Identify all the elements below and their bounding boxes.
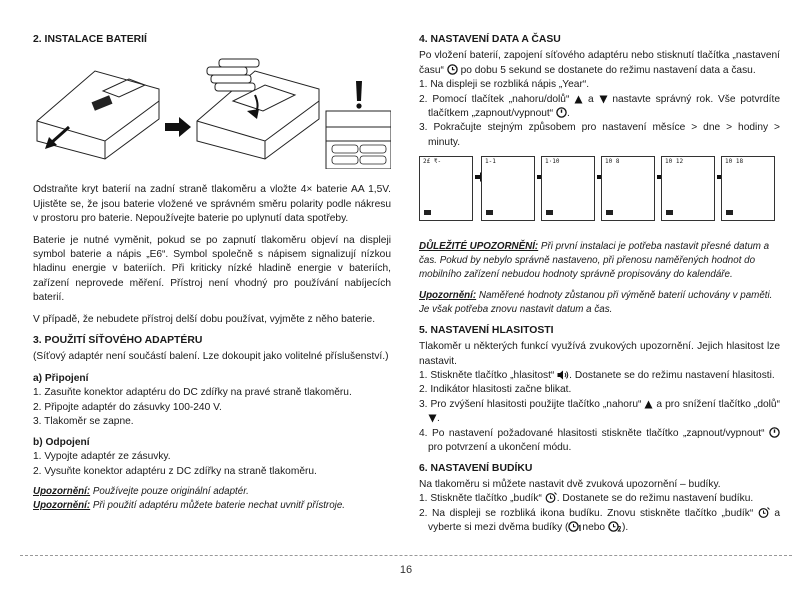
list-item: 3. Tlakoměr se zapne. xyxy=(33,416,134,428)
section-4-title: 4. NASTAVENÍ DATA A ČASU xyxy=(419,34,561,45)
page-number: 16 xyxy=(399,564,413,576)
section-2-paragraph-3: V případě, že nebudete přístroj delší dobu používat, vyjměte z něho baterie. xyxy=(33,313,376,325)
list-item: 2. Vysuňte konektor adaptéru z DC zdířky na straně tlakoměru. xyxy=(33,465,317,477)
alarm-steps xyxy=(419,492,780,535)
important-note: DŮLEŽITÉ UPOZORNĚNÍ: Při první instalaci je potřeba nastavit přesné datum a čas. Pokud by nebylo správně nastaveno, při přenosu naměřených hodnot do mobilního zařízení nebudou hodnoty správně propisovány do kalendáře. xyxy=(419,241,770,281)
list-item: 2. Připojte adaptér do zásuvky 100-240 V. xyxy=(33,401,222,413)
volume-steps xyxy=(419,369,780,456)
connect-subtitle: a) Připojení xyxy=(33,372,89,384)
section-2-paragraph-2: Baterie je nutné vyměnit, pokud se po zapnutí tlakoměru objeví na displeji symbol baterie a nápis „E6“. Symbol společně s nápisem signalizují nízkou hladinu energie v bateriích. Při kriticky nízké hladině energie v bateriích, zařízení neprovede měření. Přístroj není vhodný pro používání nabíjecích baterií. xyxy=(33,234,391,304)
list-item: 2. Pomocí tlačítek „nahoru/dolů“ a nastavte správný rok. Vše potvrdíte tlačítkem „zapnout/vypnout“ . xyxy=(419,93,780,119)
lcd-screen-6: 10 18 xyxy=(721,156,775,221)
battery-install-drawing xyxy=(33,49,391,169)
date-time-steps xyxy=(419,78,780,150)
list-item: 1. Stiskněte tlačítko „hlasitost“ . Dostanete se do režimu nastavení hlasitosti. xyxy=(419,369,775,381)
alarm-2-icon xyxy=(608,521,622,532)
disconnect-list xyxy=(33,450,391,479)
section-6-title: 6. NASTAVENÍ BUDÍKU xyxy=(419,462,533,474)
power-icon xyxy=(556,107,567,118)
connect-list xyxy=(33,386,391,429)
alarm-1-icon xyxy=(568,521,582,532)
list-item: 2. Na displeji se rozbliká ikona budíku. Znovu stiskněte tlačítko „budík“ a vyberte si mezi dvěma budíky ( nebo ). xyxy=(419,507,780,534)
lcd-screen-5: 10 12 xyxy=(661,156,715,221)
clock-icon xyxy=(447,64,458,75)
footer-divider xyxy=(20,555,792,556)
section-5-title: 5. NASTAVENÍ HLASITOSTI xyxy=(419,324,554,336)
lcd-screen-2: 1-1 xyxy=(481,156,535,221)
memory-note: Upozornění: Naměřené hodnoty zůstanou při výměně baterií uchovány v paměti. Je však potřeba znovu nastavit datum a čas. xyxy=(419,290,773,316)
list-item: 1. Stiskněte tlačítko „budík“ . Dostanete se do režimu nastavení budíku. xyxy=(419,493,754,505)
list-item: 1. Vypojte adaptér ze zásuvky. xyxy=(33,451,171,463)
section-5-intro: Tlakoměr u některých funkcí využívá zvukových upozornění. Jejich hlasitost lze nastavit. xyxy=(419,341,780,367)
section-4-paragraph: Po vložení baterií, zapojení síťového adaptéru nebo stisknutí tlačítka „nastavení času“ po dobu 5 sekund se dostanete do režimu nastavení data a času. xyxy=(419,50,780,76)
list-item: 3. Pokračujte stejným způsobem pro nastavení měsíce > dne > hodiny > minuty. xyxy=(419,122,780,148)
list-item: 1. Na displeji se rozbliká nápis „Year“. xyxy=(419,79,590,91)
list-item: 2. Indikátor hlasitosti začne blikat. xyxy=(419,384,572,396)
alarm-clock-icon xyxy=(758,507,770,518)
alarm-clock-icon xyxy=(545,492,557,503)
disconnect-subtitle: b) Odpojení xyxy=(33,436,90,448)
list-item: 1. Zasuňte konektor adaptéru do DC zdířky na pravé straně tlakoměru. xyxy=(33,387,352,399)
note-batteries-inside: Upozornění: Při použití adaptéru můžete baterie nechat uvnitř přístroje. xyxy=(33,500,345,512)
left-column xyxy=(33,33,391,513)
section-2-title: 2. INSTALACE BATERIÍ xyxy=(33,34,147,45)
section-2-paragraph-1: Odstraňte kryt baterií na zadní straně tlakoměru a vložte 4× baterie AA 1,5V. Ujistěte se, že jsou baterie vložené ve správném směru polarity podle nákresu v prostoru pro baterie. Nepoužívejte baterie po uplynutí data spotřeby. xyxy=(33,184,391,225)
lcd-screen-1: 2£ ₹- xyxy=(419,156,473,221)
lcd-screen-3: 1·10 xyxy=(541,156,595,221)
right-column xyxy=(419,33,780,542)
lcd-sequence xyxy=(419,156,780,222)
down-triangle-icon xyxy=(599,95,608,104)
section-3-title: 3. POUŽITÍ SÍŤOVÉHO ADAPTÉRU xyxy=(33,335,203,347)
speaker-icon xyxy=(557,370,569,380)
lcd-screen-4: 10 8 xyxy=(601,156,655,221)
down-triangle-icon xyxy=(428,414,437,423)
list-item: 4. Po nastavení požadované hlasitosti stiskněte tlačítko „zapnout/vypnout“ pro potvrzení a ukončení módu. xyxy=(419,427,780,456)
note-original-adapter: Upozornění: Používejte pouze originální adaptér. xyxy=(33,486,249,498)
list-item: 3. Pro zvýšení hlasitosti použijte tlačítko „nahoru“ a pro snížení tlačítko „dolů“ . xyxy=(419,398,780,425)
section-3-intro: (Síťový adaptér není součástí balení. Lze dokoupit jako volitelné příslušenství.) xyxy=(33,351,389,363)
up-triangle-icon xyxy=(574,95,583,104)
power-icon xyxy=(769,427,780,438)
section-6-intro: Na tlakoměru si můžete nastavit dvě zvuková upozornění – budíky. xyxy=(419,478,721,490)
battery-illustration xyxy=(33,49,391,169)
